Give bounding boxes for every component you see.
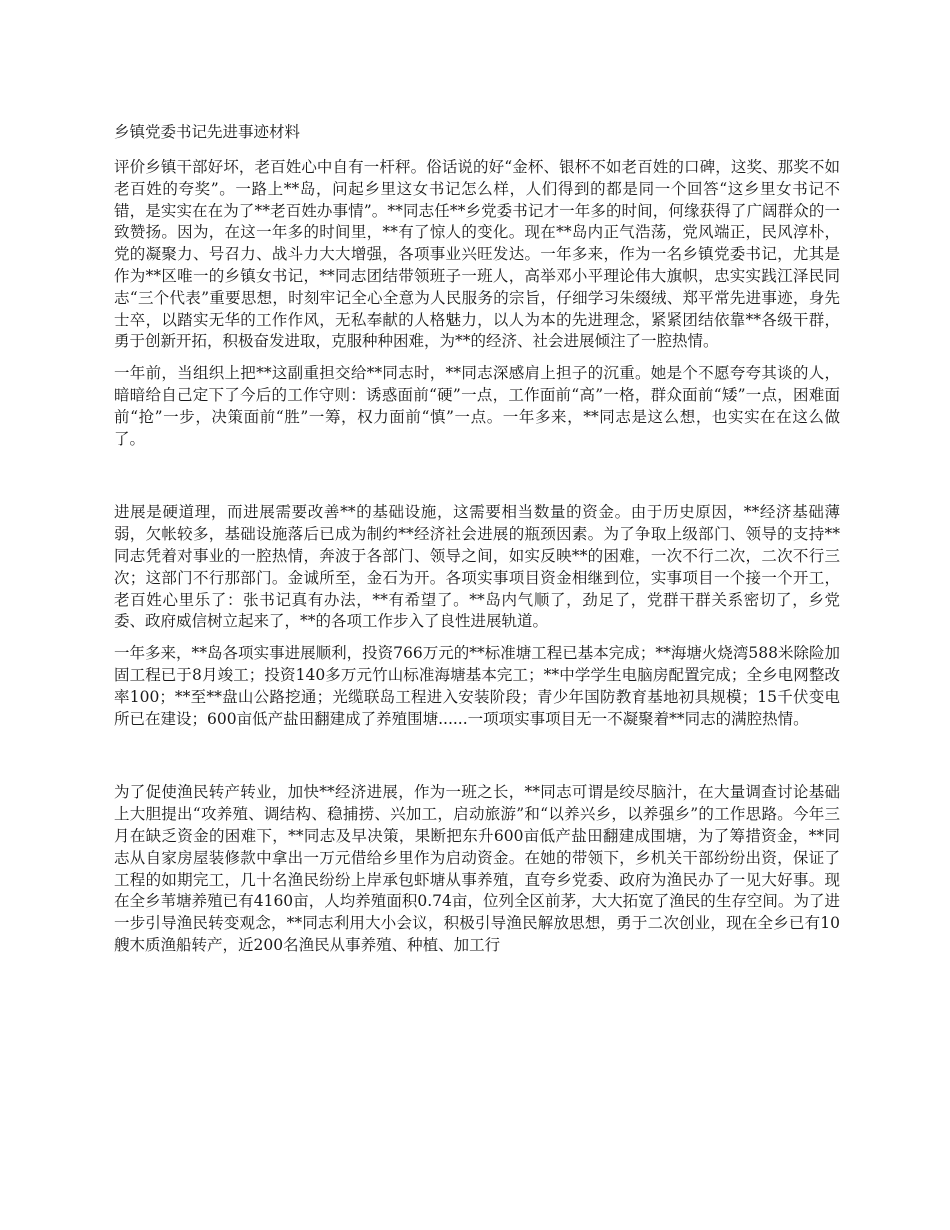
paragraph-4: 一年多来，**岛各项实事进展顺利，投资766万元的**标准塘工程已基本完成；**海塘火烧湾588米除险加固工程已于8月竣工；投资140多万元竹山标准海塘基本完工；**中学学生电脑房配置完成；全乡电网整改率100；**至**盘山公路挖通；光缆联岛工程进入安装阶段；青少年国防教育基地初具规模；15千伏变电所已在建设；600亩低产盐田翻建成了养殖围塘......一项项实事项目无一不凝聚着**同志的满腔热情。 bbox=[114, 644, 840, 728]
section-gap-1 bbox=[114, 460, 840, 502]
section-gap-2 bbox=[114, 740, 840, 782]
paragraph-2: 一年前，当组织上把**这副重担交给**同志时，**同志深感肩上担子的沉重。她是个不愿夸夸其谈的人，暗暗给自己定下了今后的工作守则：诱惑面前“硬”一点，工作面前“高”一格，群众面前“矮”一点，困难面前“抢”一步，决策面前“胜”一筹，权力面前“慎”一点。一年多来，**同志是这么想，也实实在在这么做了。 bbox=[114, 364, 840, 448]
paragraph-5: 为了促使渔民转产转业，加快**经济进展，作为一班之长，**同志可谓是绞尽脑汁，在大量调查讨论基础上大胆提出“攻养殖、调结构、稳捕捞、兴加工，启动旅游”和“以养兴乡，以养强乡”的工作思路。今年三月在缺乏资金的困难下，**同志及早决策，果断把东升600亩低产盐田翻建成围塘，为了筹措资金，**同志从自家房屋装修款中拿出一万元借给乡里作为启动资金。在她的带领下，乡机关干部纷纷出资，保证了工程的如期完工，几十名渔民纷纷上岸承包虾塘从事养殖，直夸乡党委、政府为渔民办了一见大好事。现在全乡苇塘养殖已有4160亩，人均养殖面积0.74亩，位列全区前茅，大大拓宽了渔民的生存空间。为了进一步引导渔民转变观念，**同志利用大小会议，积极引导渔民解放思想，勇于二次创业，现在全乡已有10艘木质渔船转产，近200名渔民从事养殖、种植、加工行 bbox=[114, 783, 840, 954]
document-title: 乡镇党委书记先进事迹材料 bbox=[114, 123, 301, 141]
paragraph-1: 评价乡镇干部好坏，老百姓心中自有一杆秤。俗话说的好“金杯、银杯不如老百姓的口碑，这奖、那奖不如老百姓的夸奖”。一路上**岛，问起乡里这女书记怎么样，人们得到的都是同一个回答“这乡里女书记不错，是实实在在为了**老百姓办事情”。**同志任**乡党委书记才一年多的时间，何缘获得了广阔群众的一致赞扬。因为，在这一年多的时间里，**有了惊人的变化。现在**岛内正气浩荡，党风端正，民风淳朴，党的凝聚力、号召力、战斗力大大增强，各项事业兴旺发达。一年多来，作为一名乡镇党委书记，尤其是作为**区唯一的乡镇女书记，**同志团结带领班子一班人，高举邓小平理论伟大旗帜，忠实实践江泽民同志“三个代表”重要思想，时刻牢记全心全意为人民服务的宗旨，仔细学习朱缀绒、郑平常先进事迹，身先士卒，以踏实无华的工作作风，无私奉献的人格魅力，以人为本的先进理念，紧紧团结依靠**各级干群，勇于创新开拓，积极奋发进取，克服种种困难，为**的经济、社会进展倾注了一腔热情。 bbox=[114, 158, 840, 351]
paragraph-3: 进展是硬道理，而进展需要改善**的基础设施，这需要相当数量的资金。由于历史原因，**经济基础薄弱，欠帐较多，基础设施落后已成为制约**经济社会进展的瓶颈因素。为了争取上级部门、领导的支持**同志凭着对事业的一腔热情，奔波于各部门、领导之间，如实反映**的困难，一次不行二次，二次不行三次；这部门不行那部门。金诚所至，金石为开。各项实事项目资金相继到位，实事项目一个接一个开工，老百姓心里乐了：张书记真有办法，**有希望了。**岛内气顺了，劲足了，党群干群关系密切了，乡党委、政府威信树立起来了，**的各项工作步入了良性进展轨道。 bbox=[114, 503, 840, 631]
document-page bbox=[114, 120, 840, 967]
